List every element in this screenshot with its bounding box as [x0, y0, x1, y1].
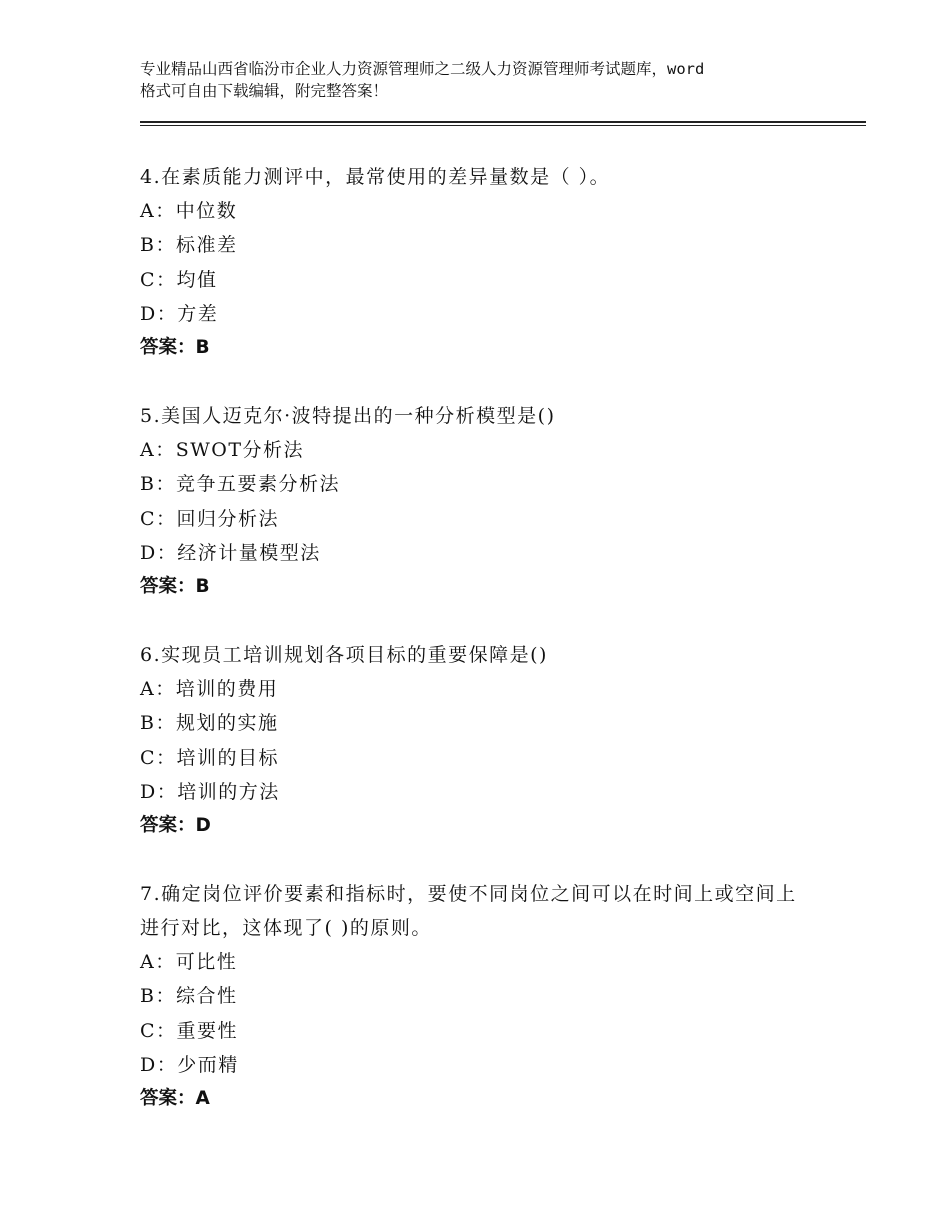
header-divider-thick	[140, 121, 866, 123]
option-c: C：均值	[140, 268, 218, 291]
option-b: B：标准差	[140, 234, 238, 257]
answer-line: 答案：A	[140, 1088, 210, 1110]
option-c: C：回归分析法	[140, 507, 280, 530]
header-line-1: 专业精品山西省临汾市企业人力资源管理师之二级人力资源管理师考试题库，word	[140, 60, 705, 78]
option-a: A：SWOT分析法	[140, 439, 305, 461]
option-d: D：培训的方法	[140, 780, 280, 803]
question-stem: 6.实现员工培训规划各项目标的重要保障是()	[140, 644, 548, 666]
option-d: D：少而精	[140, 1053, 239, 1076]
option-d: D：经济计量模型法	[140, 541, 321, 564]
question-4	[140, 160, 820, 365]
question-6	[140, 638, 820, 843]
option-a: A：可比性	[140, 951, 238, 973]
question-7	[140, 877, 800, 1116]
question-stem: 5.美国人迈克尔·波特提出的一种分析模型是()	[140, 405, 556, 427]
option-a: A：中位数	[140, 200, 238, 222]
document-header	[140, 58, 840, 102]
option-d: D：方差	[140, 302, 219, 325]
option-b: B：综合性	[140, 985, 238, 1008]
option-b: B：规划的实施	[140, 712, 279, 735]
option-c: C：培训的目标	[140, 746, 280, 769]
header-divider-thin	[140, 125, 866, 126]
header-line-2: 格式可自由下载编辑，附完整答案！	[140, 82, 389, 100]
answer-line: 答案：D	[140, 815, 211, 837]
option-a: A：培训的费用	[140, 678, 279, 700]
question-stem: 4.在素质能力测评中，最常使用的差异量数是（ ）。	[140, 166, 611, 188]
option-b: B：竞争五要素分析法	[140, 473, 340, 496]
option-c: C：重要性	[140, 1019, 239, 1042]
question-5	[140, 399, 820, 604]
question-stem: 7.确定岗位评价要素和指标时，要使不同岗位之间可以在时间上或空间上进行对比，这体现了( )的原则。	[140, 883, 797, 939]
answer-line: 答案：B	[140, 337, 210, 359]
answer-line: 答案：B	[140, 576, 210, 598]
